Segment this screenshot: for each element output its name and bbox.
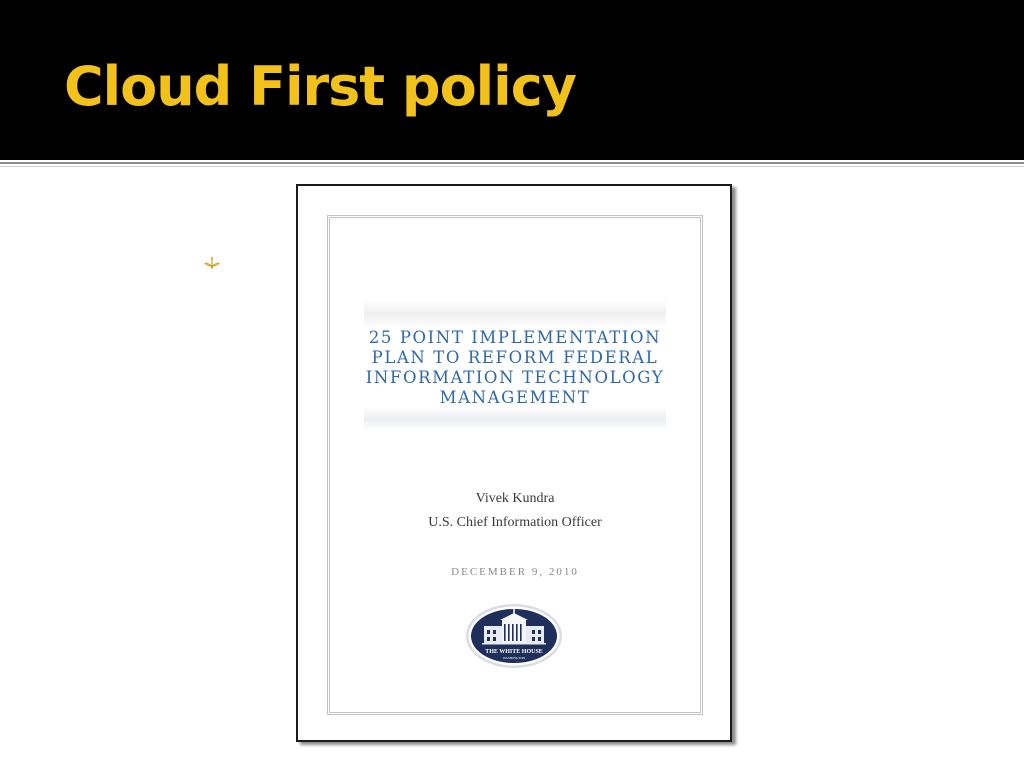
white-house-seal-icon: [464, 602, 564, 670]
author-name: Vivek Kundra: [475, 491, 555, 506]
report-title-line: MANAGEMENT: [439, 388, 591, 407]
seal-subtext: WASHINGTON: [502, 656, 526, 660]
report-title: [364, 328, 666, 408]
report-title-line: 25 POINT IMPLEMENTATION: [368, 328, 662, 347]
publication-date: DECEMBER 9, 2010: [451, 566, 579, 578]
seal-text: THE WHITE HOUSE: [485, 649, 543, 655]
report-title-line: PLAN TO REFORM FEDERAL: [371, 348, 659, 367]
title-divider: [0, 162, 1024, 164]
slide-title: Cloud First policy: [64, 55, 576, 118]
title-divider-thin: [0, 166, 1024, 167]
author-title: U.S. Chief Information Officer: [428, 515, 602, 530]
fleuron-ornament-icon: [203, 256, 221, 270]
report-title-line: INFORMATION TECHNOLOGY: [365, 368, 665, 387]
